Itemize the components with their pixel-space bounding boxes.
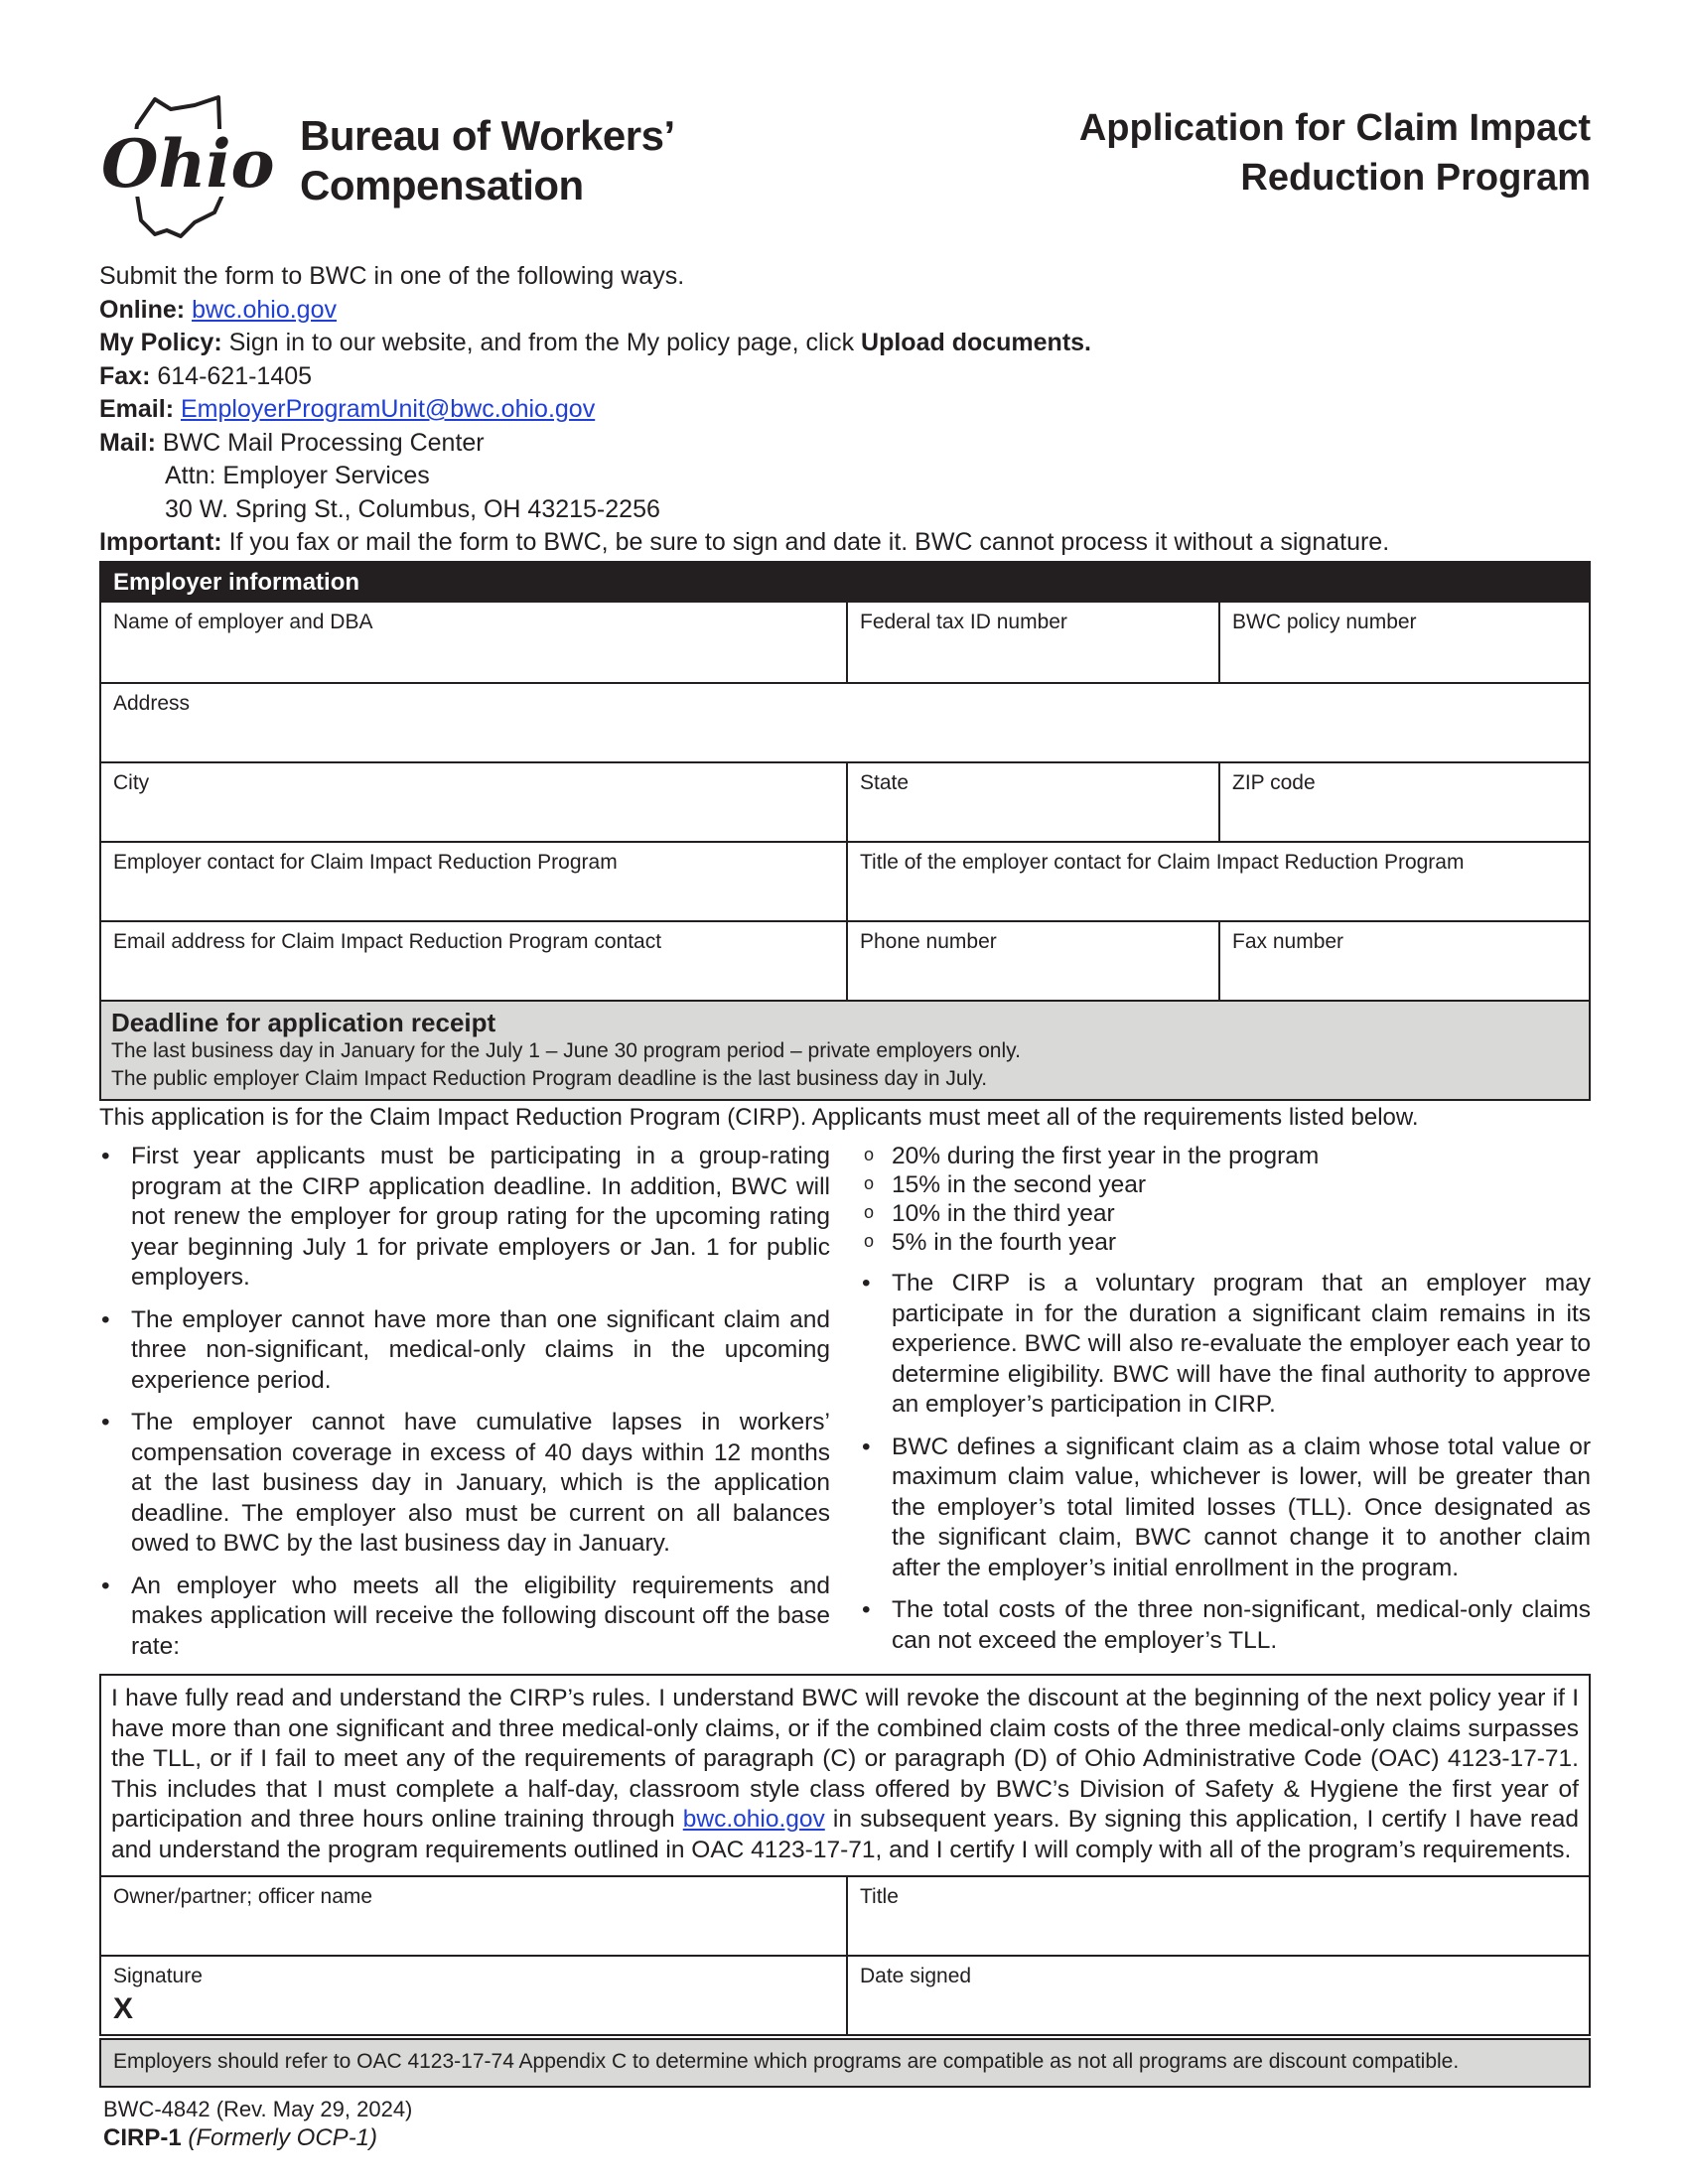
owner-name-field[interactable]: Owner/partner; officer name bbox=[113, 1885, 373, 1908]
submit-instructions bbox=[99, 260, 1589, 560]
submit-mypolicy: My Policy: Sign in to our website, and from the My policy page, click Upload documents. bbox=[99, 329, 1091, 356]
address-field[interactable]: Address bbox=[113, 692, 191, 715]
discount-item: o 15% in the second year bbox=[860, 1170, 1591, 1199]
employer-name-field[interactable]: Name of employer and DBA bbox=[113, 611, 373, 633]
submit-online: Online: bwc.ohio.gov bbox=[99, 295, 337, 324]
signature-mark: X bbox=[113, 1992, 134, 2025]
requirements-right-column bbox=[860, 1142, 1591, 1668]
mail-address: 30 W. Spring St., Columbus, OH 43215-2256 bbox=[165, 494, 660, 523]
email-link[interactable]: EmployerProgramUnit@bwc.ohio.gov bbox=[180, 395, 596, 423]
discount-item: o 20% during the first year in the program bbox=[860, 1142, 1591, 1170]
requirement-item: • The total costs of the three non-significant, medical-only claims can not exceed the employer’s TLL. bbox=[860, 1595, 1591, 1656]
mail-attn: Attn: Employer Services bbox=[165, 462, 430, 489]
certification-statement: I have fully read and understand the CIRP’s rules. I understand BWC will revoke the discount at the beginning of the next policy year if I have more than one significant and three medical-only claims, or if the combined claim costs of the three medical-only claims surpasses the TLL, or if I fail to meet any of the requirements of paragraph (C) or paragraph (D) of Ohio Administrative Code (OAC) 4123-17-71. This includes that I must complete a half-day, classroom style class offered by BWC’s Division of Safety & Hygiene the first year of participation and three hours online training through bwc.ohio.gov in subsequent years. By signing this application, I certify I have read and understand the program requirements outlined in OAC 4123-17-71, and I certify I will comply with all of the program’s requirements. bbox=[111, 1685, 1580, 1863]
submit-fax: Fax: 614-621-1405 bbox=[99, 361, 313, 390]
compatibility-note: Employers should refer to OAC 4123-17-74 Appendix C to determine which programs are compatible as not all programs are discount compatible. bbox=[99, 2038, 1591, 2088]
section-header: Employer information bbox=[101, 563, 1589, 603]
discount-list bbox=[860, 1142, 1591, 1257]
discount-item: o 10% in the third year bbox=[860, 1199, 1591, 1228]
requirement-item: • The CIRP is a voluntary program that an employer may participate in for the duration a significant claim remains in its experience. BWC will also re-evaluate the employer each year to determine eligibility. BWC will have the final authority to approve an employer’s participation in CIRP. bbox=[860, 1269, 1591, 1421]
phone-field[interactable]: Phone number bbox=[846, 922, 1218, 1000]
training-link[interactable]: bwc.ohio.gov bbox=[682, 1806, 825, 1833]
agency-name: Bureau of Workers’ Compensation bbox=[300, 112, 675, 208]
requirements-left-column bbox=[99, 1142, 830, 1674]
tax-id-field[interactable]: Federal tax ID number bbox=[846, 603, 1218, 682]
submit-email: Email: EmployerProgramUnit@bwc.ohio.gov bbox=[99, 395, 596, 423]
zip-field[interactable]: ZIP code bbox=[1218, 763, 1589, 841]
deadline-notice: Deadline for application receipt The last business day in January for the July 1 – June 30 program period – private employers only. The public employer Claim Impact Reduction Program deadline is the last business day in July. bbox=[101, 1000, 1589, 1099]
contact-title-field[interactable]: Title of the employer contact for Claim Impact Reduction Program bbox=[846, 843, 1589, 920]
online-link[interactable]: bwc.ohio.gov bbox=[192, 295, 337, 324]
svg-text:Ohio: Ohio bbox=[101, 125, 275, 203]
date-signed-field[interactable]: Date signed bbox=[846, 1957, 1589, 2034]
discount-item: o 5% in the fourth year bbox=[860, 1228, 1591, 1257]
form-code: CIRP-1 (Formerly OCP-1) bbox=[103, 2124, 378, 2151]
requirements-intro: This application is for the Claim Impact Reduction Program (CIRP). Applicants must meet all of the requirements listed below. bbox=[99, 1104, 1419, 1131]
employer-information-section bbox=[99, 561, 1591, 1101]
submit-important: Important: If you fax or mail the form to BWC, be sure to sign and date it. BWC cannot process it without a signature. bbox=[99, 528, 1390, 556]
officer-title-field[interactable]: Title bbox=[846, 1877, 1589, 1955]
submit-intro: Submit the form to BWC in one of the following ways. bbox=[99, 262, 685, 290]
policy-number-field[interactable]: BWC policy number bbox=[1218, 603, 1589, 682]
requirement-item: • BWC defines a significant claim as a claim whose total value or maximum claim value, whichever is lower, will be greater than the employer’s total limited losses (TLL). Once designated as the significant claim, BWC cannot change it to another claim after the employer’s initial enrollment in the program. bbox=[860, 1433, 1591, 1584]
submit-mail: Mail: BWC Mail Processing Center bbox=[99, 428, 485, 457]
ohio-bwc-logo bbox=[97, 95, 286, 242]
contact-email-field[interactable]: Email address for Claim Impact Reduction Program contact bbox=[113, 930, 662, 953]
signature-field[interactable]: Signature X bbox=[101, 1957, 846, 2034]
fax-field[interactable]: Fax number bbox=[1218, 922, 1589, 1000]
certification-section bbox=[99, 1674, 1591, 2036]
contact-field[interactable]: Employer contact for Claim Impact Reduction Program bbox=[113, 851, 618, 874]
form-number: BWC-4842 (Rev. May 29, 2024) bbox=[103, 2097, 413, 2121]
requirement-item: • The employer cannot have cumulative lapses in workers’ compensation coverage in excess of 40 days within 12 months at the last business day in January, which is the application deadline. The employer also must be current on all balances owed to BWC by the last business day in January. bbox=[99, 1408, 830, 1560]
state-field[interactable]: State bbox=[846, 763, 1218, 841]
document-title: Application for Claim Impact Reduction Program bbox=[1078, 107, 1591, 199]
city-field[interactable]: City bbox=[113, 771, 150, 794]
requirement-item: • First year applicants must be participating in a group-rating program at the CIRP application deadline. In addition, BWC will not renew the employer for group rating for the upcoming rating year beginning July 1 for private employers or Jan. 1 for public employers. bbox=[99, 1142, 830, 1294]
requirement-item: • An employer who meets all the eligibility requirements and makes application will receive the following discount off the base rate: bbox=[99, 1571, 830, 1663]
requirement-item: • The employer cannot have more than one significant claim and three non-significant, medical-only claims in the upcoming experience period. bbox=[99, 1305, 830, 1397]
